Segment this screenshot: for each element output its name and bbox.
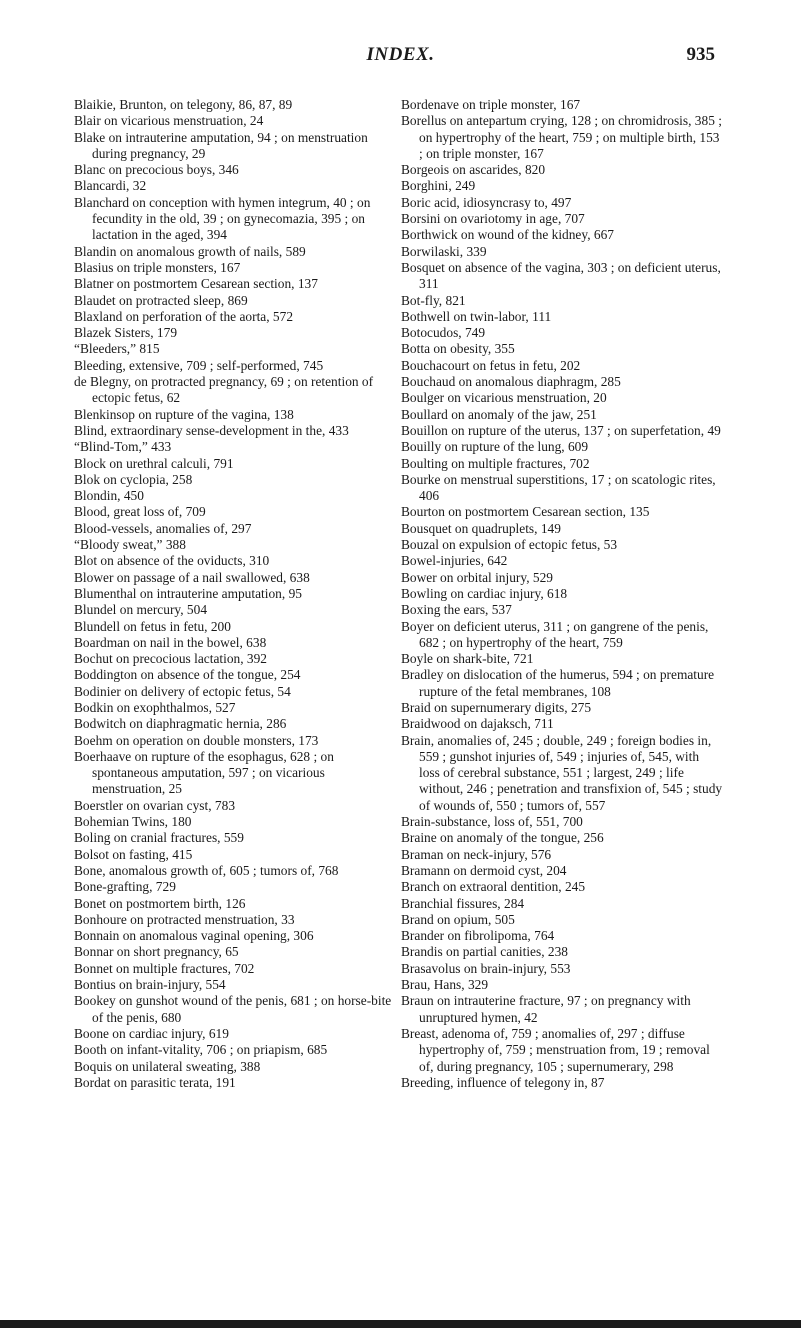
index-entry: Boulting on multiple fractures, 702: [401, 455, 590, 471]
index-entry: de Blegny, on protracted pregnancy, 69 ; on retention of ectopic fetus, 62: [74, 374, 374, 406]
index-entry: Blundel on mercury, 504: [74, 602, 208, 618]
index-entry: “Bleeders,” 815: [74, 341, 160, 357]
index-entry: Boxing the ears, 537: [401, 602, 512, 618]
index-entry: Blanc on precocious boys, 346: [74, 162, 239, 178]
index-entry: Blood, great loss of, 709: [74, 504, 206, 520]
index-entry: Bodinier on delivery of ectopic fetus, 54: [74, 683, 291, 699]
index-entry: Bouchacourt on fetus in fetu, 202: [401, 357, 581, 373]
index-entry: Bouchaud on anomalous diaphragm, 285: [401, 374, 621, 390]
index-entry: Bonnar on short pregnancy, 65: [74, 944, 239, 960]
index-entry: Boullard on anomaly of the jaw, 251: [401, 406, 597, 422]
index-entry: Bouilly on rupture of the lung, 609: [401, 439, 589, 455]
index-entry: Braine on anomaly of the tongue, 256: [401, 830, 604, 846]
index-entry: Blatner on postmortem Cesarean section, 137: [74, 276, 318, 292]
index-entry: Bot-fly, 821: [401, 292, 466, 308]
index-entry: Bone, anomalous growth of, 605 ; tumors of, 768: [74, 862, 339, 878]
index-entry: Bramann on dermoid cyst, 204: [401, 862, 567, 878]
index-entry: Bontius on brain-injury, 554: [74, 977, 226, 993]
index-entry: Bourke on menstrual superstitions, 17 ; on scatologic rites, 406: [401, 471, 716, 504]
index-entry: Bochut on precocious lactation, 392: [74, 651, 268, 667]
index-entry: Bordat on parasitic terata, 191: [74, 1074, 236, 1090]
index-entry: Bolsot on fasting, 415: [74, 846, 193, 862]
index-entry: Bower on orbital injury, 529: [401, 569, 553, 585]
index-entry: Boardman on nail in the bowel, 638: [74, 634, 267, 650]
index-entry: Boyer on deficient uterus, 311 ; on gangrene of the penis, 682 ; on hypertrophy of the heart, 759: [401, 618, 709, 650]
index-entry: Brain, anomalies of, 245 ; double, 249 ; foreign bodies in, 559 ; gunshot injuries of, 549 ; injuries of, 545, with loss of cerebral substance, 551 ; largest, 249 ; life without, 246 ; penetration and transfixion of, 545 ; study of wounds of, 550 ; tumors of, 557: [401, 732, 723, 813]
index-entry: Boquis on unilateral sweating, 388: [74, 1058, 261, 1074]
index-entry: Blind, extraordinary sense-development in the, 433: [74, 422, 349, 438]
index-entry: Block on urethral calculi, 791: [74, 455, 234, 471]
bottom-edge-rule: [0, 1320, 801, 1328]
index-entry: Borghini, 249: [401, 178, 476, 194]
index-entry: Borwilaski, 339: [401, 243, 487, 259]
index-entry: Braid on supernumerary digits, 275: [401, 699, 592, 715]
index-entry: Borthwick on wound of the kidney, 667: [401, 227, 614, 243]
index-entry: Brain-substance, loss of, 551, 700: [401, 814, 583, 830]
index-entry: Brand on opium, 505: [401, 911, 515, 927]
index-entry: Booth on infant-vitality, 706 ; on priapism, 685: [74, 1042, 328, 1058]
index-entry: Braun on intrauterine fracture, 97 ; on pregnancy with unruptured hymen, 42: [401, 993, 691, 1025]
index-entry: Blaikie, Brunton, on telegony, 86, 87, 89: [74, 97, 293, 112]
index-entry: Boddington on absence of the tongue, 254: [74, 667, 301, 683]
index-entry: Blot on absence of the oviducts, 310: [74, 553, 270, 569]
index-entry: Blair on vicarious menstruation, 24: [74, 113, 264, 129]
index-entry: Brau, Hans, 329: [401, 977, 489, 993]
index-entry: Bousquet on quadruplets, 149: [401, 520, 561, 536]
index-entry: Bothwell on twin-labor, 111: [401, 308, 552, 324]
index-entry: Boling on cranial fractures, 559: [74, 830, 244, 846]
index-entry: Borgeois on ascarides, 820: [401, 162, 546, 178]
index-entry: Blaxland on perforation of the aorta, 572: [74, 308, 294, 324]
index-entry: Blake on intrauterine amputation, 94 ; on menstruation during pregnancy, 29: [74, 129, 368, 161]
index-entry: Blok on cyclopia, 258: [74, 471, 193, 487]
index-entry: Branch on extraoral dentition, 245: [401, 879, 586, 895]
index-entry: Bodkin on exophthalmos, 527: [74, 699, 236, 715]
index-entry: Bradley on dislocation of the humerus, 594 ; on premature rupture of the fetal membranes, 108: [401, 667, 715, 699]
index-entry: Brasavolus on brain-injury, 553: [401, 960, 571, 976]
index-entry: Bouzal on expulsion of ectopic fetus, 53: [401, 537, 618, 553]
index-entry: “Blind-Tom,” 433: [74, 439, 172, 455]
index-entry: Bodwitch on diaphragmatic hernia, 286: [74, 716, 287, 732]
index-entry: Blood-vessels, anomalies of, 297: [74, 520, 252, 536]
page-header: [86, 44, 715, 68]
index-entry: Bohemian Twins, 180: [74, 814, 192, 830]
index-entry: Brander on fibrolipoma, 764: [401, 928, 555, 944]
index-entry: Borellus on antepartum crying, 128 ; on chromidrosis, 385 ; on hypertrophy of the heart, 759 ; on multiple birth, 153 ; on triple monster, 167: [401, 113, 722, 161]
index-entry: Braidwood on dajaksch, 711: [401, 716, 554, 732]
index-entry: Blancardi, 32: [74, 178, 147, 194]
page-number: 935: [686, 44, 715, 65]
index-entry: Blower on passage of a nail swallowed, 638: [74, 569, 310, 585]
index-entry: Bonnain on anomalous vaginal opening, 306: [74, 928, 314, 944]
index-entry: Borsini on ovariotomy in age, 707: [401, 211, 585, 227]
index-entry: Botta on obesity, 355: [401, 341, 515, 357]
index-entry: Branchial fissures, 284: [401, 895, 525, 911]
index-entry: Brandis on partial canities, 238: [401, 944, 568, 960]
index-entry: Botocudos, 749: [401, 325, 486, 341]
index-entry: Blanchard on conception with hymen integrum, 40 ; on fecundity in the old, 39 ; on gynecomazia, 395 ; on lactation in the aged, 394: [74, 194, 371, 243]
index-entry: Bowling on cardiac injury, 618: [401, 585, 568, 601]
index-entry: Boulger on vicarious menstruation, 20: [401, 390, 607, 406]
index-entry: Bookey on gunshot wound of the penis, 681 ; on horse-bite of the penis, 680: [74, 993, 392, 1025]
index-entry: Braman on neck-injury, 576: [401, 846, 552, 862]
index-entry: Blasius on triple monsters, 167: [74, 259, 241, 275]
index-entry: Blaudet on protracted sleep, 869: [74, 292, 248, 308]
index-column-right: [401, 97, 723, 1091]
index-entry: Boyle on shark-bite, 721: [401, 651, 534, 667]
index-entry: Breeding, influence of telegony in, 87: [401, 1074, 605, 1090]
page-title: INDEX.: [366, 44, 435, 65]
index-entry: Boerhaave on rupture of the esophagus, 628 ; on spontaneous amputation, 597 ; on vicarious menstruation, 25: [74, 748, 334, 797]
index-entry: Bleeding, extensive, 709 ; self-performed, 745: [74, 357, 324, 373]
index-entry: Blandin on anomalous growth of nails, 589: [74, 243, 306, 259]
index-entry: Bourton on postmortem Cesarean section, 135: [401, 504, 650, 520]
index-entry: Blumenthal on intrauterine amputation, 95: [74, 585, 302, 601]
index-entry: Blenkinsop on rupture of the vagina, 138: [74, 406, 294, 422]
index-entry: Blundell on fetus in fetu, 200: [74, 618, 231, 634]
index-entry: Bosquet on absence of the vagina, 303 ; on deficient uterus, 311: [401, 259, 721, 292]
index-entry: Boone on cardiac injury, 619: [74, 1025, 229, 1041]
index-entry: Bonnet on multiple fractures, 702: [74, 960, 255, 976]
index-entry: Bordenave on triple monster, 167: [401, 97, 581, 112]
index-entry: “Bloody sweat,” 388: [74, 537, 186, 553]
index-entry: Blazek Sisters, 179: [74, 325, 178, 341]
index-entry: Bonhoure on protracted menstruation, 33: [74, 911, 295, 927]
index-entry: Bowel-injuries, 642: [401, 553, 508, 569]
index-entry: Boric acid, idiosyncrasy to, 497: [401, 194, 572, 210]
index-entry: Bone-grafting, 729: [74, 879, 176, 895]
index-column-left: [74, 97, 396, 1091]
index-entry: Boerstler on ovarian cyst, 783: [74, 797, 236, 813]
index-entry: Breast, adenoma of, 759 ; anomalies of, 297 ; diffuse hypertrophy of, 759 ; menstruation from, 19 ; removal of, during pregnancy, 105 ; supernumerary, 298: [401, 1025, 710, 1074]
index-entry: Bonet on postmortem birth, 126: [74, 895, 246, 911]
index-entry: Blondin, 450: [74, 488, 144, 504]
index-entry: Bouillon on rupture of the uterus, 137 ; on superfetation, 49: [401, 422, 721, 438]
index-entry: Boehm on operation on double monsters, 173: [74, 732, 319, 748]
